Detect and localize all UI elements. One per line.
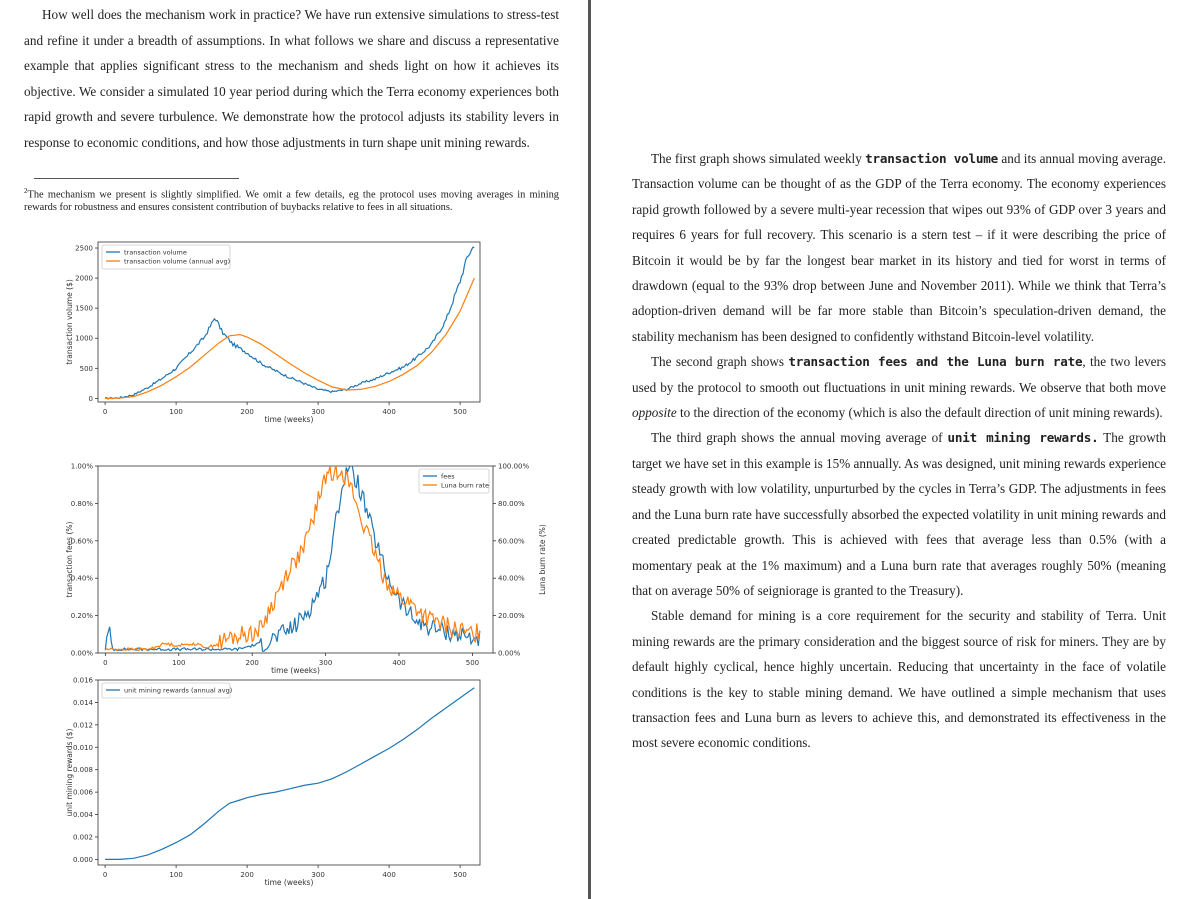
- x-tick-label: 400: [382, 871, 396, 879]
- x-axis-label: time (weeks): [271, 666, 320, 675]
- p3-bold-term: unit mining rewards.: [947, 430, 1099, 446]
- x-tick-label: 100: [169, 408, 183, 416]
- y-tick-label: 0: [88, 394, 93, 403]
- p2-text-b: , the two levers used by the protocol to smooth out fluctuations in unit mining rewards. We observe that both move: [632, 354, 1166, 395]
- paragraph-second-graph: [632, 349, 1166, 425]
- intro-paragraph: How well does the mechanism work in practice? We have run extensive simulations to stress-test and refine it under a breadth of assumptions. In what follows we share and discuss a representative example that applies significant stress to the mechanism and sheds light on how it achieves its objective. We consider a simulated 10 year period during which the Terra economy experiences both rapid growth and severe turbulence. We demonstrate how the protocol adjusts its stability levers in response to economic conditions, and how those adjustments in turn shape unit mining rewards.: [24, 7, 559, 150]
- y-axis-label: transaction fees (%): [65, 521, 74, 598]
- paragraph-conclusion: Stable demand for mining is a core requirement for the security and stability of Terra. Unit mining rewards are the primary consideration and the biggest source of risk for miners. They are by default highly cyclical, hence highly uncertain. Reducing that uncertainty in the face of volatile conditions is the key to stable mining demand. We have outlined a simple mechanism that uses transaction fees and Luna burn as levers to achieve this, and demonstrated its effectiveness in the most severe economic conditions.: [632, 608, 1166, 751]
- x-tick-label: 300: [318, 659, 333, 667]
- x-tick-label: 0: [102, 408, 108, 416]
- p3-text-a: The third graph shows the annual moving average of: [651, 430, 948, 446]
- y-tick-label: 0.006: [72, 788, 93, 797]
- chart-transaction-volume: [0, 224, 540, 438]
- footnote-rule: [34, 178, 239, 179]
- x-tick-label: 500: [465, 659, 480, 667]
- y-tick-label: 500: [79, 364, 93, 373]
- y-tick-label: 1500: [75, 304, 93, 313]
- y-right-tick-label: 60.00%: [498, 537, 525, 546]
- y-tick-label: 1.00%: [70, 462, 93, 471]
- y-tick-label: 0.00%: [70, 649, 93, 658]
- y-tick-label: 0.80%: [70, 499, 93, 508]
- y-tick-label: 2500: [75, 244, 93, 253]
- y-axis-label: unit mining rewards ($): [65, 728, 74, 817]
- x-tick-label: 0: [102, 871, 108, 879]
- y-tick-label: 2000: [75, 274, 93, 283]
- legend-entry: Luna burn rate: [441, 481, 489, 490]
- y-tick-label: 0.000: [72, 855, 93, 864]
- legend-entry: fees: [441, 472, 455, 481]
- series-line-unit-mining-rewards-annual-avg-: [105, 688, 474, 860]
- y-right-tick-label: 100.00%: [498, 462, 530, 471]
- legend-entry: transaction volume (annual avg): [124, 257, 231, 266]
- right-column-text: [632, 146, 1166, 756]
- y-tick-label: 0.008: [72, 766, 93, 775]
- x-tick-label: 300: [311, 408, 325, 416]
- y-tick-label: 0.010: [72, 743, 93, 752]
- y-right-axis-label: Luna burn rate (%): [538, 524, 547, 595]
- y-tick-label: 1000: [75, 334, 93, 343]
- y-tick-label: 0.20%: [70, 612, 93, 621]
- series-line-transaction-volume: [105, 247, 474, 399]
- x-tick-label: 500: [453, 408, 467, 416]
- p2-italic-term: opposite: [632, 405, 677, 421]
- p2-text-a: The second graph shows: [651, 354, 789, 370]
- y-right-tick-label: 0.00%: [498, 649, 521, 658]
- chart-unit-mining-rewards: [0, 672, 540, 899]
- x-tick-label: 300: [311, 871, 325, 879]
- p1-text-a: The first graph shows simulated weekly: [651, 151, 866, 166]
- chart-fees-burn-rate: [0, 455, 590, 675]
- x-tick-label: 400: [382, 408, 396, 416]
- paragraph-first-graph: [632, 146, 1166, 349]
- paragraph-third-graph: [632, 425, 1166, 603]
- p2-bold-term: transaction fees and the Luna burn rate: [788, 354, 1083, 370]
- y-right-tick-label: 80.00%: [498, 499, 525, 508]
- y-tick-label: 0.012: [72, 721, 93, 730]
- y-tick-label: 0.014: [72, 698, 93, 707]
- y-tick-label: 0.002: [72, 833, 93, 842]
- x-axis-label: time (weeks): [264, 415, 314, 424]
- x-tick-label: 500: [453, 871, 467, 879]
- legend-entry: transaction volume: [124, 248, 187, 257]
- y-axis-label: transaction volume ($): [65, 279, 74, 365]
- legend-entry: unit mining rewards (annual avg): [124, 686, 233, 695]
- x-tick-label: 100: [172, 659, 186, 667]
- footnote-marker: 2: [24, 187, 28, 195]
- footnote-text: The mechanism we present is slightly simplified. We omit a few details, eg the protocol uses moving averages in mining rewards for robustness and ensures consistent contribution of buybacks relative to fees in all situations.: [24, 189, 559, 214]
- x-tick-label: 400: [392, 659, 406, 667]
- y-right-tick-label: 20.00%: [498, 612, 525, 621]
- x-tick-label: 200: [245, 659, 259, 667]
- y-right-tick-label: 40.00%: [498, 574, 525, 583]
- page-divider: [588, 0, 591, 899]
- footnote: [24, 185, 559, 214]
- y-tick-label: 0.60%: [70, 537, 93, 546]
- x-tick-label: 200: [240, 408, 254, 416]
- x-tick-label: 0: [103, 659, 108, 667]
- x-axis-label: time (weeks): [264, 878, 314, 887]
- y-tick-label: 0.004: [72, 811, 93, 820]
- p2-text-c: to the direction of the economy (which is also the default direction of unit mining rewards).: [676, 405, 1163, 421]
- p1-bold-term: transaction volume: [865, 151, 999, 166]
- plot-frame: [98, 680, 480, 865]
- p3-text-b: The growth target we have set in this example is 15% annually. As was designed, unit mining rewards experience steady growth with low volatility, unpurturbed by the cycles in Terra’s GDP. The adjustments in fees and the Luna burn rate have successfully absorbed the expected volatility in unit mining rewards and created predictable growth. This is achieved with fees that average less than 0.5% (with a momentary peak at the 1% maximum) and a Luna burn rate that averages roughly 50% (meaning that on average 50% of seigniorage is granted to the Treasury).: [632, 430, 1166, 598]
- x-tick-label: 200: [240, 871, 254, 879]
- y-tick-label: 0.40%: [70, 574, 93, 583]
- intro-paragraph-block: [24, 2, 559, 156]
- y-tick-label: 0.016: [72, 676, 93, 685]
- p1-text-b: and its annual moving average. Transaction volume can be thought of as the GDP of the Terra economy. The economy experiences rapid growth followed by a severe multi-year recession that wipes out 93% of GDP over 3 years and requires 6 years for full recovery. This scenario is a stern test – if it were describing the price of Bitcoin it would be by far the longest bear market in its history and tied for worst in terms of drawdown (equal to the 93% drop between June and November 2011). While we think that Terra’s adoption-driven demand will be far more stable than Bitcoin’s speculation-driven demand, the stability mechanism has been designed to confidently withstand Bitcoin-level volatility.: [632, 151, 1166, 344]
- x-tick-label: 100: [169, 871, 183, 879]
